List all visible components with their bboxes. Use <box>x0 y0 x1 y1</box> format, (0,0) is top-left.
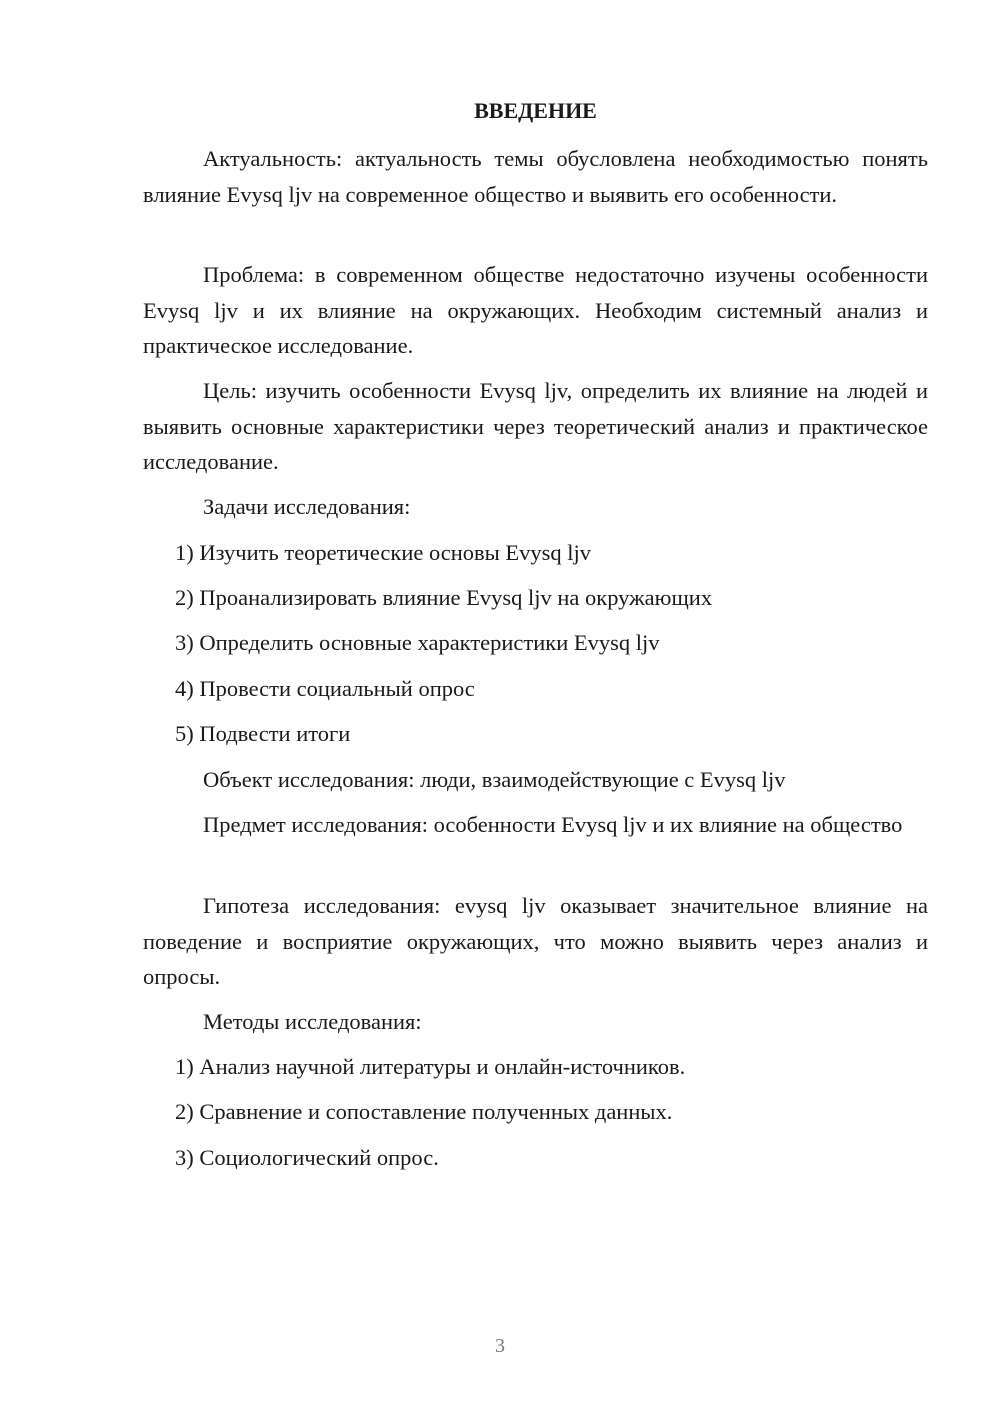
task-item: 3) Определить основные характеристики Evysq ljv <box>175 630 660 655</box>
method-item: 1) Анализ научной литературы и онлайн-источников. <box>175 1054 686 1079</box>
methods-title: Методы исследования: <box>203 1009 422 1034</box>
relevance-paragraph: Актуальность: актуальность темы обусловлена необходимостью понять влияние Evysq ljv на современное общество и выявить его особенности. <box>143 146 928 207</box>
method-item: 2) Сравнение и сопоставление полученных данных. <box>175 1099 673 1124</box>
goal-paragraph: Цель: изучить особенности Evysq ljv, определить их влияние на людей и выявить основные характеристики через теоретический анализ и практическое исследование. <box>143 378 928 474</box>
problem-paragraph: Проблема: в современном обществе недостаточно изучены особенности Evysq ljv и их влияние на окружающих. Необходим системный анализ и практическое исследование. <box>143 262 928 358</box>
section-heading: ВВЕДЕНИЕ <box>474 98 597 123</box>
research-subject: Предмет исследования: особенности Evysq ljv и их влияние на общество <box>203 812 903 837</box>
research-hypothesis: Гипотеза исследования: evysq ljv оказывает значительное влияние на поведение и восприятие окружающих, что можно выявить через анализ и опросы. <box>143 893 928 989</box>
task-item: 2) Проанализировать влияние Evysq ljv на окружающих <box>175 585 713 610</box>
method-item: 3) Социологический опрос. <box>175 1145 439 1170</box>
task-item: 1) Изучить теоретические основы Evysq ljv <box>175 540 592 565</box>
page-number: 3 <box>495 1335 505 1357</box>
tasks-title: Задачи исследования: <box>203 494 411 519</box>
research-object: Объект исследования: люди, взаимодействующие с Evysq ljv <box>203 767 786 792</box>
task-item: 4) Провести социальный опрос <box>175 676 475 701</box>
task-item: 5) Подвести итоги <box>175 721 351 746</box>
